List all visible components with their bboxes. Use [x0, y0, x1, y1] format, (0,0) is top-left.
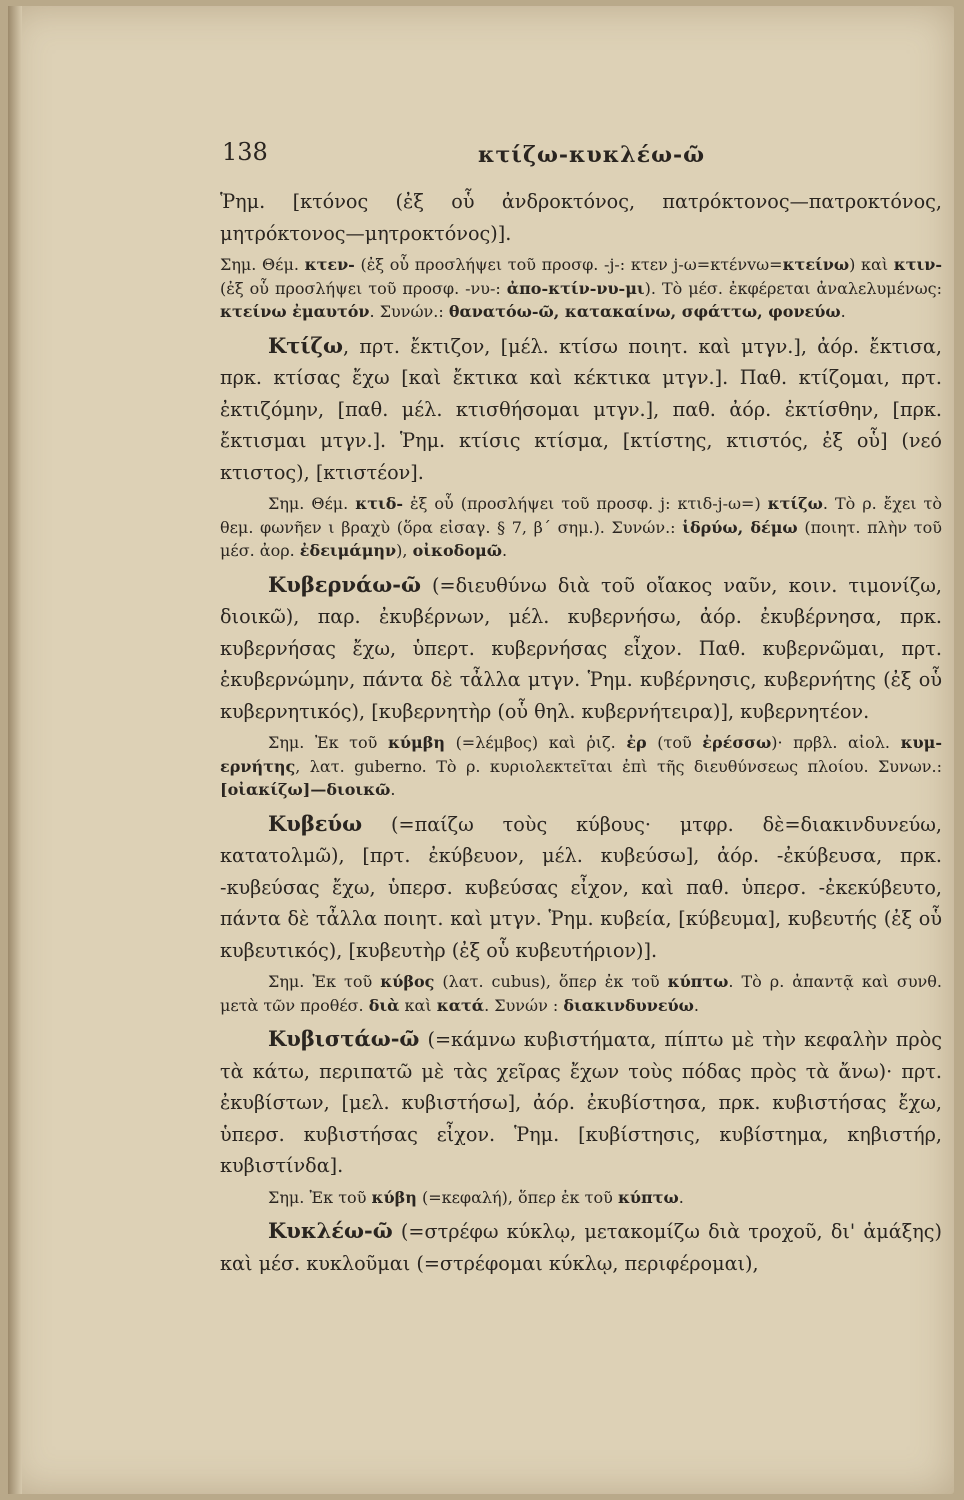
text-run: (=παίζω τοὺς κύβους· μτφρ. δὲ=διακινδυνεύω, κατατολμῶ), [πρτ. ἐκύβευον, μέλ. κυβεύσω], ἀόρ. -ἐκύβευσα, πρκ. -κυβεύσας ἔχω, ὑπερσ. κυβεύσας εἶχον, καὶ παθ. ὑπερσ. -ἐκεκύβευτο, πάντα δὲ τἆλλα ποιητ. καὶ μτγν. Ῥημ. κυβεία, [κύβευμα], κυβευτής (ἐξ οὗ κυβευτικός), [κυβευτὴρ (ἐξ οὗ κυβευτήριον)]. [220, 812, 942, 962]
bold-term: κύπτω [667, 972, 729, 991]
text-run: . [693, 995, 699, 1015]
text-run: Σημ. Ἐκ τοῦ [268, 733, 388, 752]
bold-term: κτιδ- [355, 494, 404, 513]
lemma-headword: Κυβεύω [268, 810, 363, 836]
bold-term: κύμβη [387, 733, 445, 752]
bold-term: ἱδρύω, δέμω [682, 517, 798, 537]
bold-term: κύπτω [617, 1187, 679, 1207]
entry-paragraph [220, 1023, 942, 1182]
text-run: . [678, 1187, 684, 1207]
bold-term: κτεν- [304, 255, 355, 274]
text-run: (ποιητ. πλὴν τοῦ μέσ. ἀορ. [220, 517, 943, 560]
text-run: . Συνών.: [369, 302, 449, 321]
note-paragraph [220, 970, 942, 1017]
text-run: )· πρβλ. αἰολ. [771, 733, 901, 752]
text-run: καὶ [399, 995, 437, 1015]
text-run: . [390, 780, 396, 799]
text-run: (=κεφαλή), ὅπερ ἐκ τοῦ [416, 1187, 618, 1207]
bold-term: κύβος [380, 972, 435, 991]
lemma-headword: Κυκλέω-ῶ [268, 1218, 393, 1243]
bold-term: διὰ [368, 995, 400, 1015]
text-run: , πρτ. ἔκτιζον, [μέλ. κτίσω ποιητ. καὶ μτγν.], ἀόρ. ἔκτισα, πρκ. κτίσας ἔχω [καὶ ἔκτικα καὶ κέκτικα μτγν.]. Παθ. κτίζομαι, πρτ. ἐκτιζόμην, [παθ. μέλ. κτισθήσομαι μτγν.], παθ. ἀόρ. ἐκτίσθην, [πρκ. ἔκτισμαι μτγν.]. Ῥημ. κτίσις κτίσμα, [κτίστης, κτιστός, ἐξ οὗ] (νεό κτιστος), [κτιστέον]. [220, 334, 942, 484]
note-paragraph [220, 492, 942, 563]
text-run: (λατ. cubus), ὅπερ ἐκ τοῦ [434, 972, 668, 991]
bold-term: κτείνω [782, 255, 850, 274]
entry-paragraph [220, 1215, 942, 1279]
text-run: Σημ. Ἐκ τοῦ [268, 1187, 372, 1207]
note-paragraph [220, 253, 942, 324]
bold-term: διακινδυνεύω [563, 995, 694, 1015]
running-title: κτίζω-κυκλέω-ῶ [478, 142, 706, 168]
text-run: Ῥημ. [κτόνος (ἐξ οὗ ἀνδροκτόνος, πατρόκτονος—πατροκτόνος, μητρόκτονος—μητροκτόνος)]. [220, 190, 942, 245]
lemma-headword: Κυβερνάω-ῶ [268, 571, 421, 597]
bold-term: θανατόω-ῶ, κατακαίνω, σφάττω, φονεύω [448, 302, 841, 321]
text-run: (=διευθύνω διὰ τοῦ οἴακος ναῦν, κοιν. τιμονίζω, διοικῶ), παρ. ἐκυβέρνων, μέλ. κυβερνήσω, ἀόρ. ἐκυβέρνησα, πρκ. κυβερνήσας ἔχω, ὑπερτ. κυβερνήσας εἶχον. Παθ. κυβερνῶμαι, πρτ. ἐκυβερνώμην, πάντα δὲ τἆλλα μτγν. Ῥημ. κυβέρνησις, κυβερνήτης (ἐξ οὗ κυβερνητικός), [κυβερνητὴρ (οὗ θηλ. κυβερνήτειρα)], κυβερνητέον. [220, 573, 942, 723]
text-run: (ἐξ οὗ προσλήψει τοῦ προσφ. -νυ-: [220, 278, 507, 298]
bold-term: ἀπο-κτίν-νυ-μι [506, 278, 645, 298]
lemma-headword: Κτίζω [268, 332, 343, 358]
text-run: ). Τὸ μέσ. ἐκφέρεται ἀναλελυμένως: [644, 278, 942, 298]
page-spine-shadow [8, 6, 22, 1494]
text-run: Σημ. Θέμ. [268, 494, 356, 513]
bold-term: ἐδειμάμην [299, 541, 397, 560]
text-run: ), [396, 541, 413, 560]
entry-paragraph [220, 808, 942, 967]
text-run: (=στρέφω κύκλῳ, μετακομίζω διὰ τροχοῦ, δι' ἁμάξης) καὶ μέσ. κυκλοῦμαι (=στρέφομαι κύκλῳ, περιφέρομαι), [220, 1220, 942, 1275]
text-run: . Τὸ ρ. ἔχει τὸ θεμ. φωνῆεν ι βραχὺ (ὅρα εἰσαγ. § 7, β΄ σημ.). Συνών.: [220, 494, 942, 537]
text-run: Σημ. Ἐκ τοῦ [268, 972, 381, 991]
bold-term: κύβη [371, 1187, 417, 1207]
text-run: , λατ. guberno. Τὸ ρ. κυριολεκτεῖται ἐπὶ τῆς διευθύνσεως πλοίου. Συνων.: [295, 756, 942, 776]
lemma-headword: Κυβιστάω-ῶ [268, 1026, 420, 1051]
bold-term: [οἰακίζω]—διοικῶ [220, 780, 391, 799]
text-run: (=λέμβος) καὶ ῥιζ. [445, 733, 627, 752]
text-run: (τοῦ [646, 733, 703, 752]
bold-term: κτείνω ἐμαυτόν [220, 302, 370, 321]
bold-term: κατά [436, 995, 485, 1015]
text-run: ) καὶ [849, 255, 894, 274]
page-header [8, 134, 954, 174]
bold-term: ἐρ [626, 733, 647, 752]
bold-term: ἐρέσσω [702, 733, 772, 752]
note-paragraph [220, 731, 942, 802]
book-page [8, 6, 954, 1494]
bold-term: κυμ-ερνήτης [220, 733, 943, 776]
text-run: (=κάμνω κυβιστήματα, πίπτω μὲ τὴν κεφαλὴν πρὸς τὰ κάτω, περιπατῶ μὲ τὰς χεῖρας ἔχων τοὺς πόδας πρὸς τὰ ἄνω)· πρτ. ἐκυβίστων, [μελ. κυβιστήσω], ἀόρ. ἐκυβίστησα, πρκ. κυβιστήσας ἔχω, ὑπερσ. κυβιστήσας εἶχον. Ῥημ. [κυβίστησις, κυβίστημα, κηβιστήρ, κυβιστίνδα]. [220, 1028, 942, 1177]
entry-paragraph [220, 569, 942, 728]
text-run: . Συνών : [484, 995, 564, 1015]
page-number: 138 [222, 138, 268, 166]
bold-term: κτίζω [767, 494, 823, 513]
text-run: Σημ. Θέμ. [220, 255, 305, 274]
text-run: . [501, 541, 508, 560]
bold-term: οἰκοδομῶ [412, 541, 502, 560]
entry-paragraph [220, 330, 942, 489]
dictionary-text [220, 186, 942, 1283]
text-run: ἐξ οὗ (προσλήψει τοῦ προσφ. j: κτιδ-j-ω=) [403, 494, 768, 513]
note-paragraph [220, 1186, 942, 1210]
bold-term: κτιν- [893, 255, 943, 274]
text-run: (ἐξ οὗ προσλήψει τοῦ προσφ. -j-: κτεν j-ω=κτένvω= [354, 255, 783, 274]
text-run: . [840, 302, 846, 321]
text-run: . Τὸ ρ. ἀπαντᾷ καὶ συνθ. μετὰ τῶν προθέσ. [220, 972, 942, 1015]
entry-paragraph [220, 186, 942, 249]
